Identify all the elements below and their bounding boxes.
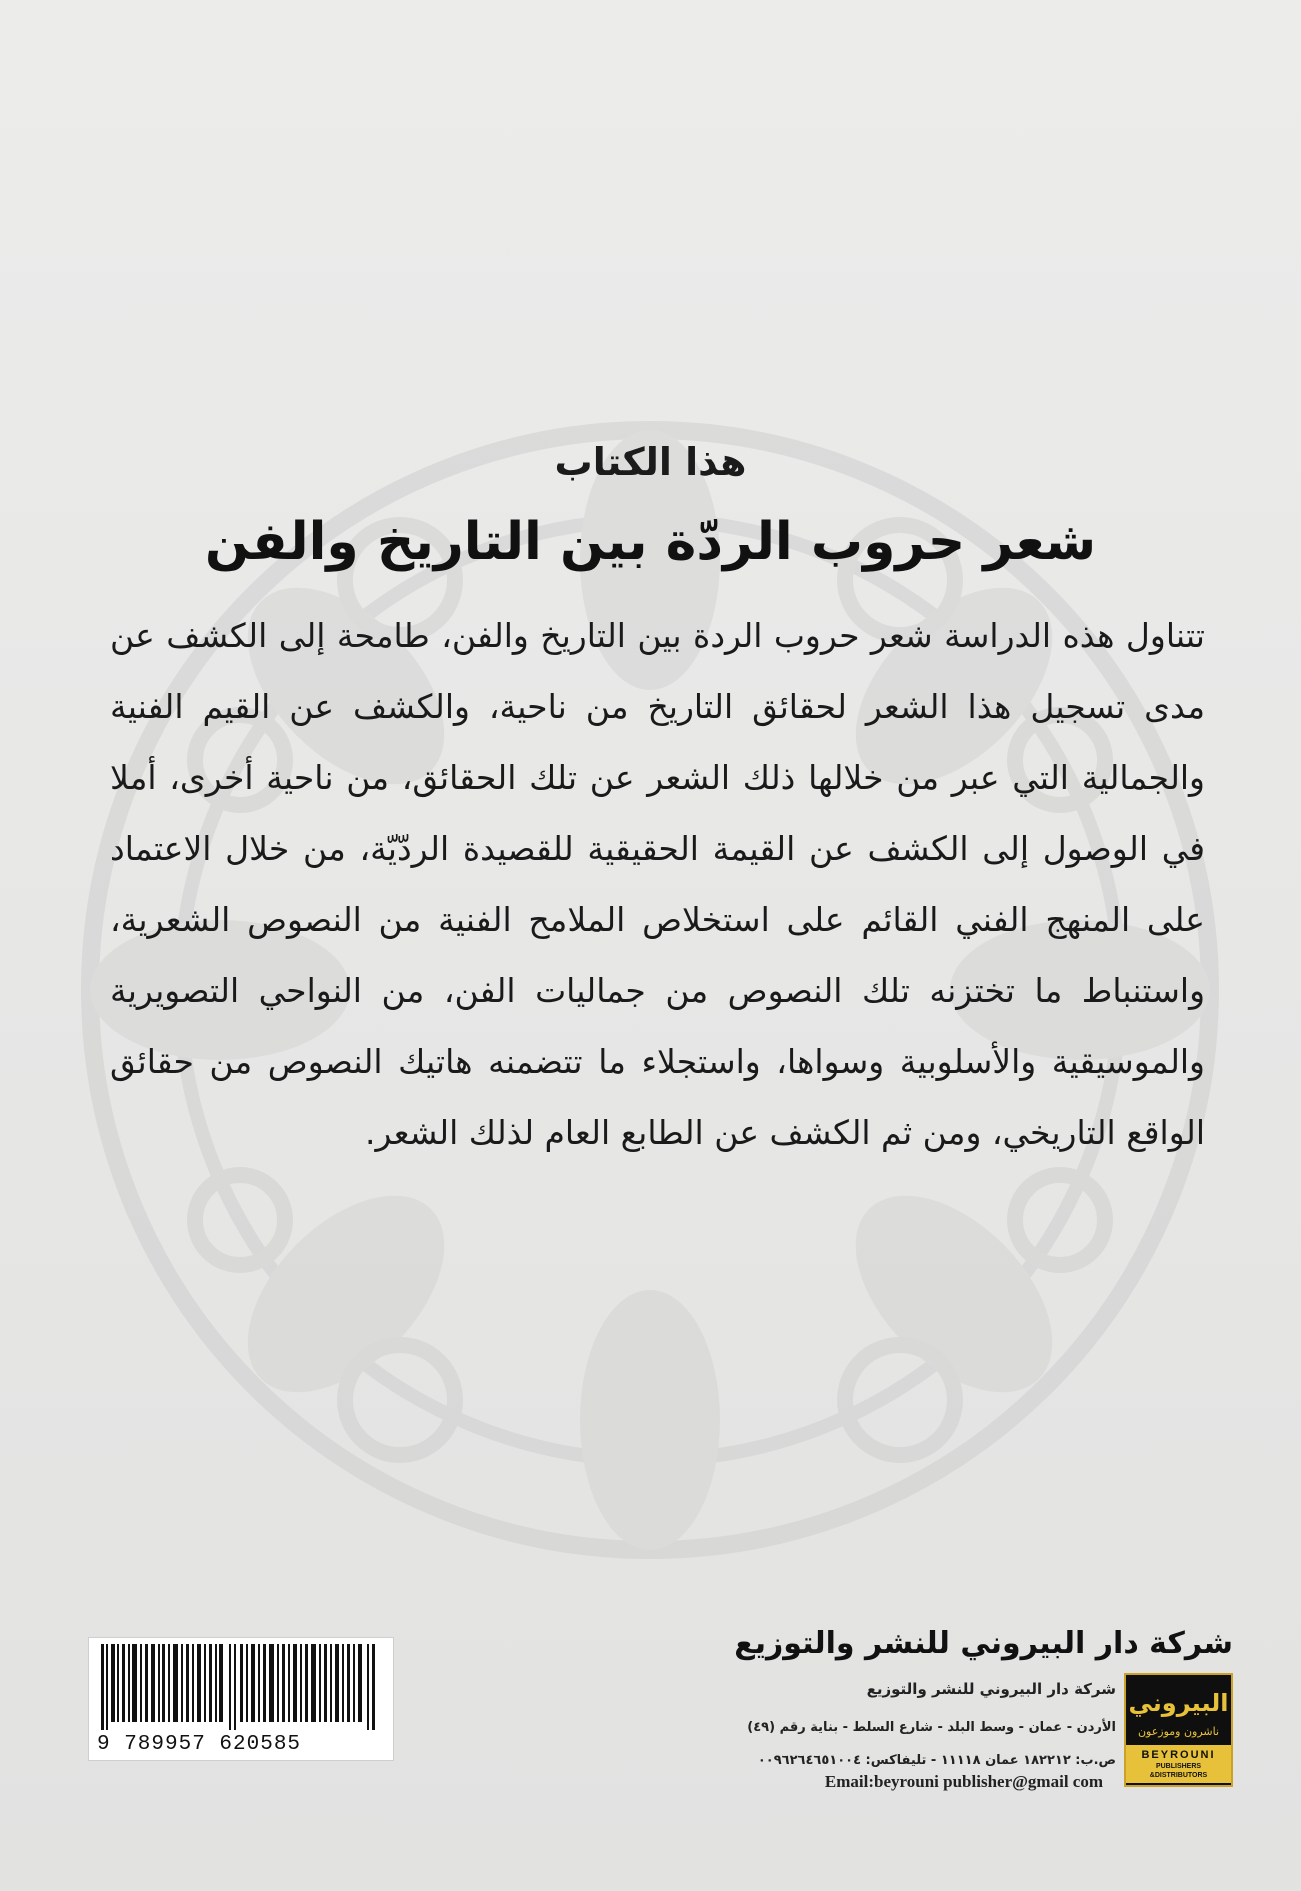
book-title: شعر حروب الردّة بين التاريخ والفن xyxy=(204,512,1097,572)
logo-arabic-tagline: ناشرون وموزعون xyxy=(1137,1725,1220,1738)
publisher-logo xyxy=(1124,1673,1233,1787)
isbn-number: 9 789957 620585 xyxy=(97,1733,302,1756)
barcode-bars xyxy=(97,1644,385,1730)
book-description: تتناول هذه الدراسة شعر حروب الردة بين التاريخ والفن، طامحة إلى الكشف عن مدى تسجيل هذا الشعر لحقائق التاريخ من ناحية، والكشف عن القيم الفنية والجمالية التي عبر من خلالها ذلك الشعر عن تلك الحقائق، من ناحية أخرى، أملا في الوصول إلى الكشف عن القيمة الحقيقية للقصيدة الردّيّة، من خلال الاعتماد على المنهج الفني القائم على استخلاص الملامح الفنية من النصوص الشعرية، واستنباط ما تختزنه تلك النصوص من جماليات الفن، من النواحي التصويرية والموسيقية والأسلوبية وسواها، واستجلاء ما تتضمنه هاتيك النصوص من حقائق الواقع التاريخي، ومن ثم الكشف عن الطابع العام لذلك الشعر. xyxy=(110,616,1205,1152)
publisher-title: شركة دار البيروني للنشر والتوزيع xyxy=(734,1626,1233,1661)
logo-latin-line2: &DISTRIBUTORS xyxy=(1149,1772,1208,1779)
isbn-barcode xyxy=(88,1637,394,1761)
publisher-name: شركة دار البيروني للنشر والتوزيع xyxy=(866,1680,1116,1698)
publisher-email: Email:beyrouni publisher@gmail com xyxy=(824,1772,1103,1791)
logo-latin-band xyxy=(1126,1745,1231,1783)
logo-latin-name: BEYROUNI xyxy=(1141,1749,1216,1761)
cover-heading-small: هذا الكتاب xyxy=(554,440,747,484)
logo-arabic-name: البيروني xyxy=(1128,1689,1229,1717)
logo-latin-line1: PUBLISHERS xyxy=(1155,1763,1202,1770)
publisher-address: الأردن - عمان - وسط البلد - شارع السلط - بناية رقم (٤٩) xyxy=(747,1720,1116,1735)
publisher-pobox: ص.ب: ١٨٢٢١٢ عمان ١١١١٨ - تليفاكس: ٠٠٩٦٢٦٤٦٥١٠٠٤ xyxy=(757,1753,1116,1768)
